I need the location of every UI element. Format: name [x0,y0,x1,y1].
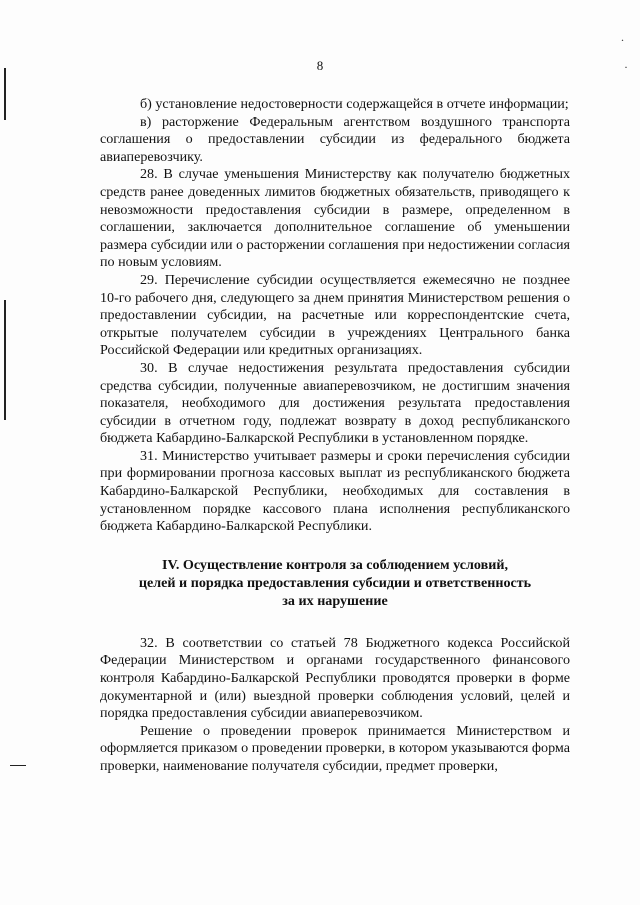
section-heading [100,556,570,610]
scan-margin-line-middle [4,300,6,420]
paragraph-decision: Решение о проведении проверок принимается Министерством и оформляется приказом о проведении проверки, в котором указываются форма проверки, наименование получателя субсидии, предмет проверки, [100,722,570,774]
paragraph-28: 28. В случае уменьшения Министерству как получателю бюджетных средств ранее доведенных лимитов бюджетных обязательств, приводящего к невозможности предоставления субсидии в размере, определенном в соглашении, заключается дополнительное соглашение об уменьшении размера субсидии или о расторжении соглашения при недостижении согласия по новым условиям. [100,166,570,271]
paragraph-item-b: б) установление недостоверности содержащейся в отчете информации; [140,96,569,112]
scan-speck-top: . [621,30,624,44]
paragraph-32: 32. В соответствии со статьей 78 Бюджетного кодекса Российской Федерации Министерством и органами государственного финансового контроля Кабардино-Балкарской Республики проводятся проверки в форме документарной и (или) выездной проверки соблюдения условий, целей и порядка предоставления субсидии авиаперевозчиком. [100,634,570,722]
section-heading-line-3: за их нарушение [282,592,388,609]
paragraph-31: 31. Министерство учитывает размеры и сроки перечисления субсидии при формировании прогноза кассовых выплат из республиканского бюджета Кабардино-Балкарской Республики, необходимых для составления в установленном порядке кассового плана исполнения республиканского бюджета Кабардино-Балкарской Республики. [100,447,570,535]
section-heading-line-2: целей и порядка предоставления субсидии и ответственность [138,574,532,591]
document-body [100,96,570,776]
paragraph-item-v: в) расторжение Федеральным агентством воздушного транспорта соглашения о предоставлении субсидии из федерального бюджета авиаперевозчику. [100,113,570,165]
scan-margin-dash [10,765,26,766]
paragraph-30: 30. В случае недостижения результата предоставления субсидии средства субсидии, полученные авиаперевозчиком, не достигшим значения показателя, необходимого для достижения результата предоставления субсидии в отчетном году, подлежат возврату в доход республиканского бюджета Кабардино-Балкарской Республики в установленном порядке. [100,359,570,447]
scan-margin-line-top [4,68,6,120]
page-number: 8 [316,58,324,73]
scan-speck-right: · [624,60,628,74]
section-heading-line-1: IV. Осуществление контроля за соблюдением условий, [162,556,508,573]
paragraph-29: 29. Перечисление субсидии осуществляется ежемесячно не позднее 10-го рабочего дня, следующего за днем принятия Министерством решения о предоставлении субсидии, на расчетные или корреспондентские счета, открытые получателем субсидии в учреждениях Центрального банка Российской Федерации или кредитных организациях. [100,271,570,359]
